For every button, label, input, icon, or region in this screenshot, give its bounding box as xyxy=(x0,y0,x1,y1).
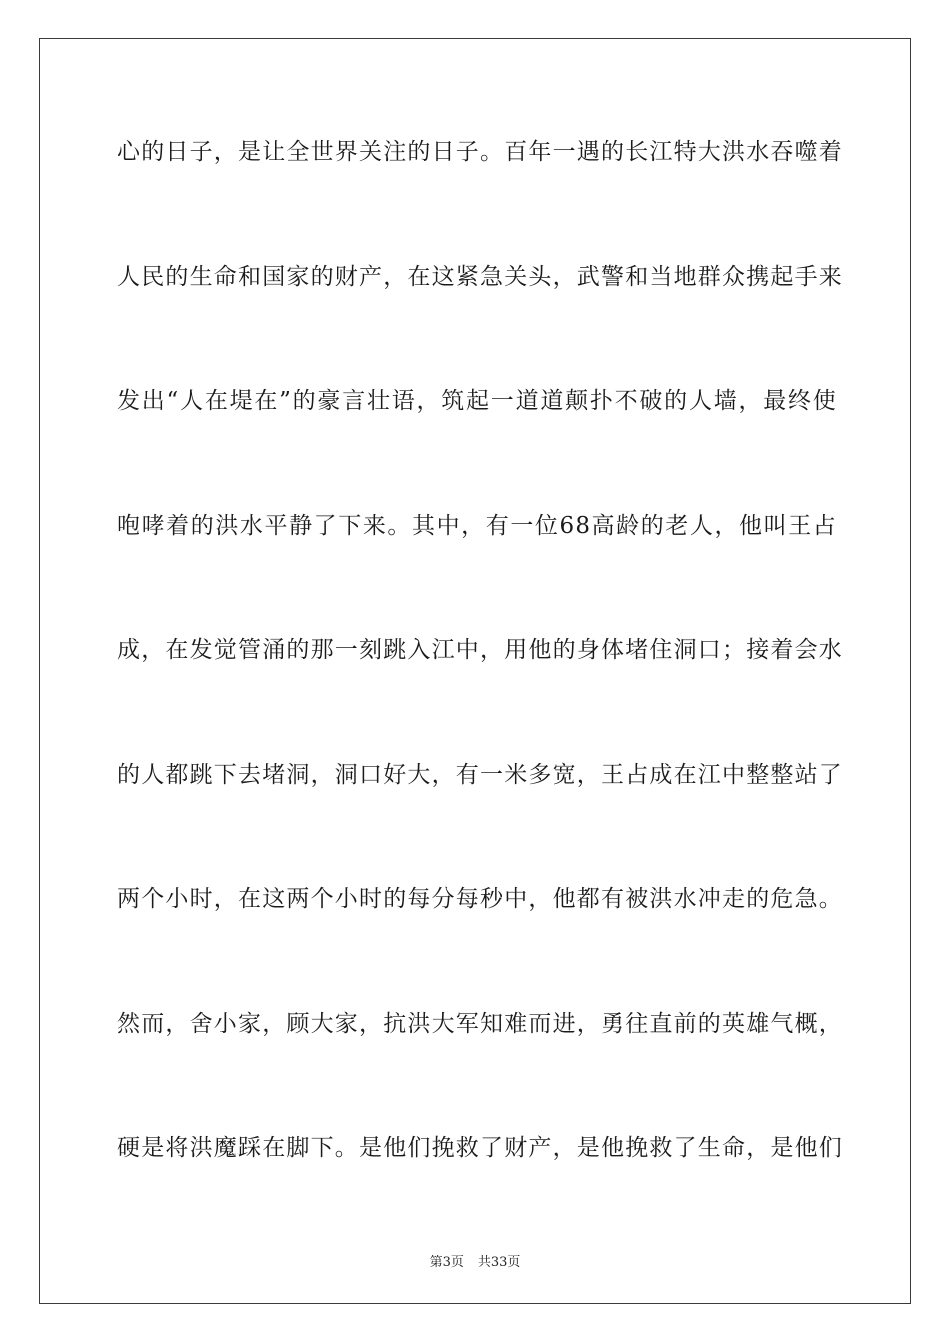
text-line: 硬是将洪魔踩在脚下。是他们挽救了财产，是他挽救了生命，是他们 xyxy=(117,1135,843,1161)
text-line: 心的日子，是让全世界关注的日子。百年一遇的长江特大洪水吞噬着 xyxy=(117,139,843,165)
text-line: 两个小时，在这两个小时的每分每秒中，他都有被洪水冲走的危急。 xyxy=(117,886,843,912)
page-footer xyxy=(0,1251,950,1270)
page-number: 第3页 xyxy=(429,1255,464,1270)
text-line: 的人都跳下去堵洞，洞口好大，有一米多宽，王占成在江中整整站了 xyxy=(117,761,843,788)
text-line: 成，在发觉管涌的那一刻跳入江中，用他的身体堵住洞口；接着会水 xyxy=(117,637,843,663)
text-line: 人民的生命和国家的财产，在这紧急关头，武警和当地群众携起手来 xyxy=(117,263,843,290)
document-body xyxy=(117,127,843,1248)
text-line: 发出“人在堤在”的豪言壮语，筑起一道道颠扑不破的人墙，最终使 xyxy=(117,388,837,414)
total-pages: 共33页 xyxy=(477,1255,521,1270)
text-line: 咆哮着的洪水平静了下来。其中，有一位68高龄的老人，他叫王占 xyxy=(117,512,837,539)
text-line: 然而，舍小家，顾大家，抗洪大军知难而进，勇往直前的英雄气概， xyxy=(117,1010,843,1037)
